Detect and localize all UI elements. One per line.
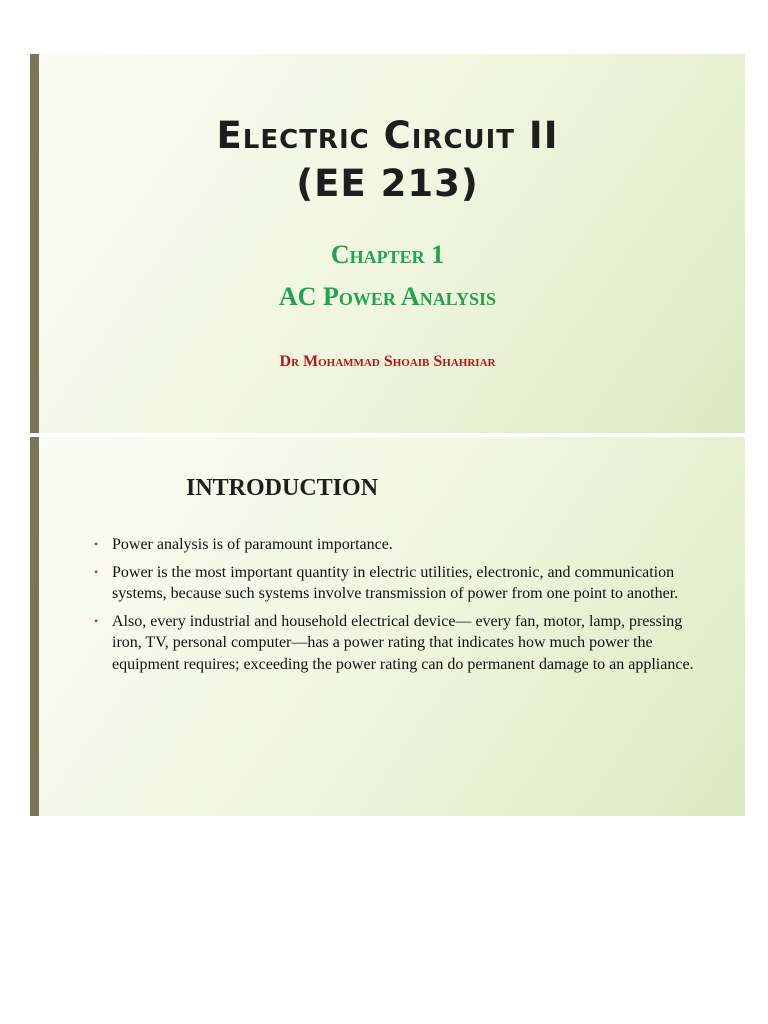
title-slide xyxy=(30,54,745,433)
bullet-icon: • xyxy=(94,564,99,579)
bullet-icon: • xyxy=(94,537,99,551)
bullet-icon: • xyxy=(94,613,99,628)
list-item xyxy=(94,611,704,676)
author-name: Dr Mohammad Shoaib Shahriar xyxy=(279,353,496,370)
course-code: (EE 213) xyxy=(296,162,479,205)
chapter-label: Chapter 1 xyxy=(330,240,445,269)
slide-accent-bar xyxy=(30,437,39,816)
chapter-topic: AC Power Analysis xyxy=(278,282,497,311)
bullet-text: Power is the most important quantity in electric utilities, electronic, and communication systems, because such systems involve transmission of power from one point to another. xyxy=(112,563,679,602)
list-item xyxy=(94,534,704,556)
bullet-text: Also, every industrial and household electrical device— every fan, motor, lamp, pressing iron, TV, personal computer—has a power rating that indicates how much power the equipment requires; exceeding the power rating can do permanent damage to an appliance. xyxy=(112,612,694,673)
bullet-text: Power analysis is of paramount importance. xyxy=(112,536,393,553)
bullet-list xyxy=(94,534,704,681)
introduction-slide xyxy=(30,437,745,816)
slide-heading: INTRODUCTION xyxy=(186,475,379,501)
course-title: Electric Circuit II xyxy=(216,114,559,157)
list-item xyxy=(94,562,704,605)
